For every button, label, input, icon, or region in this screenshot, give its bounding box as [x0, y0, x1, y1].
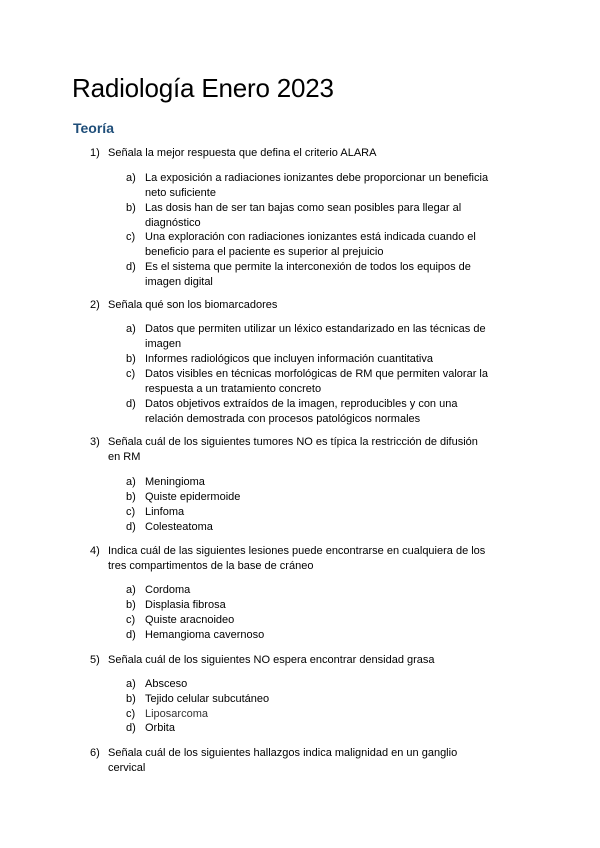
- option-letter: c): [126, 708, 136, 720]
- option-letter: b): [126, 693, 136, 705]
- option-letter: d): [126, 521, 136, 533]
- question-text: Señala cuál de los siguientes hallazgos indica malignidad en un ganglio cervical: [108, 747, 458, 774]
- option-letter: b): [126, 491, 136, 503]
- option-letter: b): [126, 202, 136, 214]
- option-text: Liposarcoma: [145, 708, 208, 720]
- option-letter: d): [126, 261, 136, 273]
- option-letter: a): [126, 584, 136, 596]
- option-letter: c): [126, 368, 136, 380]
- question-number: 4): [90, 545, 100, 557]
- option-letter: a): [126, 323, 136, 335]
- question-text: Indica cuál de las siguientes lesiones puede encontrarse en cualquiera de los tres compartimentos de la base de cráneo: [108, 545, 486, 572]
- option-text: Informes radiológicos que incluyen información cuantitativa: [145, 353, 433, 365]
- option-text: La exposición a radiaciones ionizantes debe proporcionar un beneficia neto suficiente: [145, 172, 489, 199]
- option-text: Es el sistema que permite la interconexión de todos los equipos de imagen digital: [145, 261, 471, 288]
- question-text: Señala cuál de los siguientes tumores NO es típica la restricción de difusión en RM: [108, 436, 478, 463]
- question-text: Señala cuál de los siguientes NO espera encontrar densidad grasa: [108, 654, 435, 666]
- question-number: 2): [90, 299, 100, 311]
- option-text: Cordoma: [145, 584, 191, 596]
- option-text: Colesteatoma: [145, 521, 213, 533]
- option-text: Quiste aracnoideo: [145, 614, 235, 626]
- option-text: Una exploración con radiaciones ionizantes está indicada cuando el beneficio para el paciente es superior al prejuicio: [145, 231, 476, 258]
- option-letter: c): [126, 231, 136, 243]
- option-letter: c): [126, 614, 136, 626]
- section-heading: Teoría: [73, 120, 114, 136]
- option-letter: d): [126, 398, 136, 410]
- question-number: 3): [90, 436, 100, 448]
- option-letter: a): [126, 678, 136, 690]
- option-letter: d): [126, 722, 136, 734]
- option-letter: b): [126, 353, 136, 365]
- option-text: Datos objetivos extraídos de la imagen, reproducibles y con una relación demostrada con procesos patológicos normales: [145, 398, 458, 425]
- option-letter: d): [126, 629, 136, 641]
- option-text: Absceso: [145, 678, 188, 690]
- option-letter: a): [126, 172, 136, 184]
- question-number: 1): [90, 147, 100, 159]
- question-text: Señala la mejor respuesta que defina el criterio ALARA: [108, 147, 377, 159]
- option-text: Datos visibles en técnicas morfológicas de RM que permiten valorar la respuesta a un tratamiento concreto: [145, 368, 488, 395]
- option-letter: a): [126, 476, 136, 488]
- option-text: Las dosis han de ser tan bajas como sean posibles para llegar al diagnóstico: [145, 202, 462, 229]
- option-letter: c): [126, 506, 136, 518]
- document-title: Radiología Enero 2023: [72, 73, 334, 103]
- option-text: Datos que permiten utilizar un léxico estandarizado en las técnicas de imagen: [145, 323, 486, 350]
- option-text: Quiste epidermoide: [145, 491, 241, 503]
- option-text: Displasia fibrosa: [145, 599, 226, 611]
- option-letter: b): [126, 599, 136, 611]
- option-text: Tejido celular subcutáneo: [145, 693, 270, 705]
- question-number: 6): [90, 747, 100, 759]
- question-text: Señala qué son los biomarcadores: [108, 299, 278, 311]
- option-text: Meningioma: [145, 476, 205, 488]
- option-text: Linfoma: [145, 506, 185, 518]
- option-text: Hemangioma cavernoso: [145, 629, 265, 641]
- question-number: 5): [90, 654, 100, 666]
- option-text: Orbita: [145, 722, 175, 734]
